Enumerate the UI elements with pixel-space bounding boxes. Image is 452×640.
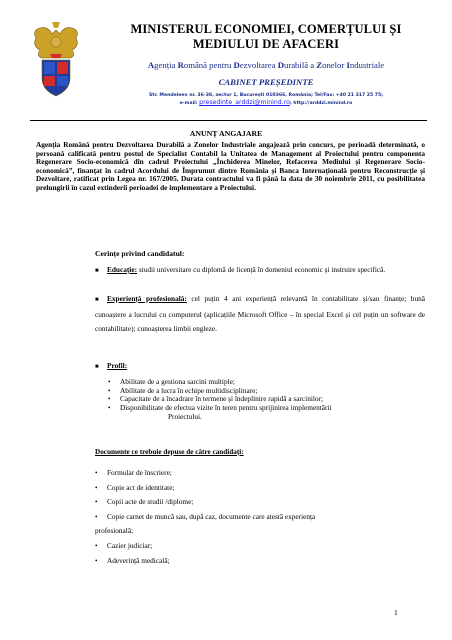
- bullet-icon: •: [108, 386, 111, 395]
- bullet-icon: •: [108, 404, 111, 413]
- page-number: 1: [394, 608, 398, 617]
- list-item: • Abilitate de a lucra în echipe multidisciplinare;: [108, 385, 258, 395]
- requirements-heading: Cerințe privind candidatul:: [95, 249, 185, 258]
- contact-block: [96, 92, 436, 107]
- email-line: e-mail: presedinte_arddzi@minind.ro; http://arddzi.minind.ro: [179, 99, 353, 106]
- bullet-icon: •: [108, 378, 111, 386]
- list-item: • Abilitate de a gestiona sarcini multiple;: [108, 377, 235, 386]
- list-item: • Copie act de identitate;: [95, 481, 427, 496]
- ministry-name-line1: MINISTERUL ECONOMIEI, COMERȚULUI ȘI: [130, 22, 402, 36]
- agency-name: Agenția Română pentru Dezvoltarea Durabilă a Zonelor Industriale: [147, 60, 385, 70]
- bullet-icon: •: [95, 498, 98, 507]
- bullet-icon: •: [95, 512, 98, 521]
- coat-of-arms-icon: [30, 20, 82, 100]
- list-item: • Formular de înscriere;: [95, 466, 427, 481]
- list-item-continuation: profesională;: [95, 526, 134, 536]
- list-item: • Disponibilitate de efectua vizite în teren pentru sprijinirea implementării: [108, 403, 332, 413]
- bullet-icon: •: [108, 395, 111, 404]
- square-bullet-icon: ■: [95, 364, 99, 370]
- list-item: • Copie carnet de muncă sau, după caz, documente care atestă experiența: [95, 510, 427, 525]
- list-item: • Cazier judiciar;: [95, 539, 427, 554]
- bullet-icon: •: [95, 483, 98, 492]
- profile-heading: ■ Profil:: [95, 361, 128, 370]
- email-link[interactable]: presedinte_arddzi@minind.ro: [199, 99, 290, 106]
- cabinet-label: CABINET PREȘEDINTE: [218, 77, 314, 87]
- header-divider: [30, 120, 427, 121]
- bullet-icon: •: [95, 541, 98, 550]
- list-item: • Adeverință medicală;: [95, 554, 427, 569]
- documents-list: [95, 466, 427, 568]
- bullet-icon: •: [95, 469, 98, 477]
- list-item: • Capacitate de a încadrare în termene și îndeplinire rapidă a sarcinilor;: [108, 394, 324, 404]
- square-bullet-icon: ■: [95, 268, 99, 274]
- experience-requirement: ■ Experiență profesională: cel puțin 4 ani experiență relevantă în contabilitate și/sau finanțe; bună cunoaștere a lucrului cu computerul (aplicațiile Microsoft Office – în special Excel și cel puțin un software de contabilitate); cunoașterea limbii engleze.: [95, 294, 425, 334]
- square-bullet-icon: ■: [95, 297, 99, 303]
- bullet-icon: •: [95, 556, 98, 565]
- announcement-intro: Agenția Română pentru Dezvoltarea Durabilă a Zonelor Industriale angajează prin concurs, pe perioadă determinată, o persoană calificată pentru postul de Specialist Contabil la Unitatea de Management al Proiectului pentru componenta Regenerare Socio-economică din cadrul Proiectului „Închiderea Minelor, Refacerea Mediului și Regenerare Socio-economică”, finanțat în cadrul Acordului de Împrumut dintre România și Banca Internațională pentru Reconstrucție și Dezvoltare, ratificat prin Legea nr. 167/2005. Durata contractului va fi până la data de 30 noiembrie 2011, cu posibilitatea prelungirii în cazul extinderii perioadei de implementare a Proiectului.: [36, 140, 425, 192]
- ministry-name-line2: MEDIULUI DE AFACERI: [192, 37, 340, 51]
- documents-heading: Documente ce trebuie depuse de către candidați:: [95, 448, 244, 456]
- address-line: Str. Mendeleev nr. 36-38, sector 1, București 010366, România; Tel/Fax: +40 21 317 25 75;: [148, 93, 384, 98]
- announcement-title: ANUNȚ ANGAJARE: [189, 129, 263, 138]
- education-requirement: ■ Educație: studii universitare cu diplomă de licență în domeniul economic și instruire specifică.: [95, 263, 425, 279]
- ministry-header: [96, 22, 436, 87]
- list-item: • Copii acte de studii /diplome;: [95, 495, 427, 510]
- list-item-continuation: Proiectului.: [168, 411, 202, 421]
- profile-list: [108, 378, 428, 422]
